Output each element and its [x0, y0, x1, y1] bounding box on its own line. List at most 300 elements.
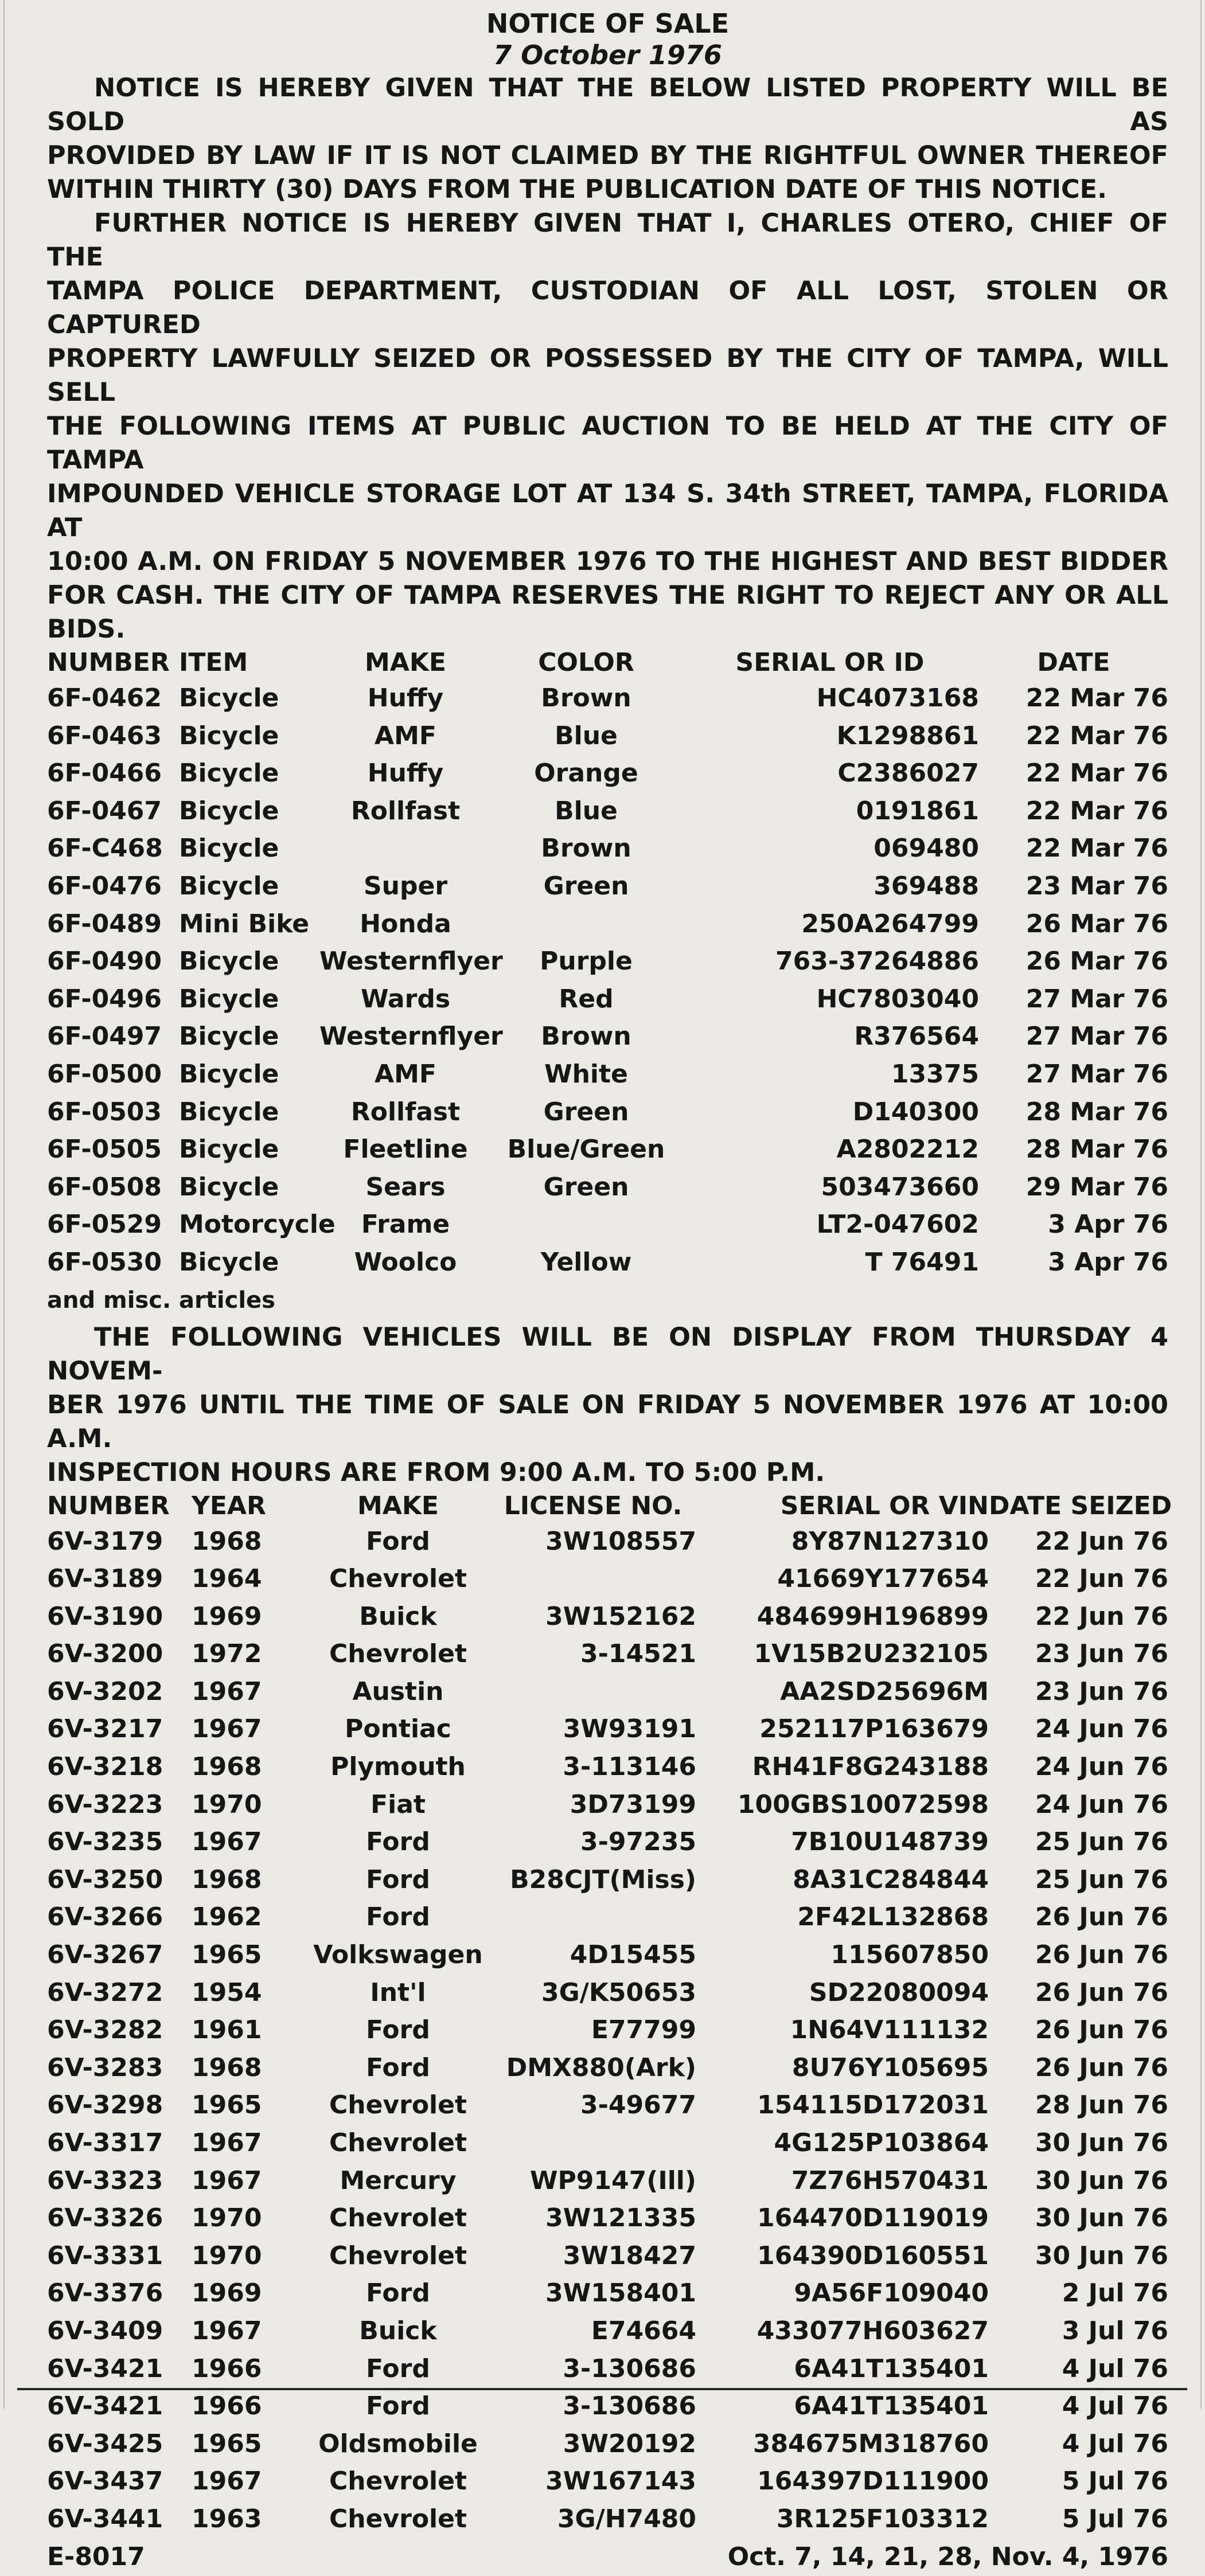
vehicle-number: 6V-3331: [47, 2241, 163, 2270]
notice-title: NOTICE OF SALE: [486, 8, 730, 39]
vehicle-year: 1967: [192, 1714, 262, 1744]
table-row: [47, 1898, 1168, 1936]
footer-publication-dates: Oct. 7, 14, 21, 28, Nov. 4, 1976: [727, 2542, 1168, 2571]
vehicle-year: 1967: [192, 2165, 262, 2195]
item-serial-header: SERIAL OR ID: [735, 648, 925, 677]
vehicle-make: Chevrolet: [329, 2090, 467, 2120]
vehicle-year: 1970: [192, 2203, 262, 2233]
item-type: Bicycle: [179, 759, 279, 788]
vehicle-year: 1969: [192, 1601, 262, 1631]
vehicle-make: Ford: [366, 2354, 430, 2383]
vehicle-number: 6V-3217: [47, 1714, 163, 1744]
item-make-header: MAKE: [365, 648, 446, 677]
vehicle-make-header: MAKE: [357, 1491, 439, 1520]
item-type: Bicycle: [179, 871, 279, 901]
vehicle-serial: 433077H603627: [756, 2316, 989, 2346]
item-date: 22 Mar 76: [1025, 796, 1168, 826]
vehicle-date-seized: 26 Jun 76: [1035, 1902, 1168, 1932]
item-date: 22 Mar 76: [1025, 683, 1168, 713]
vehicle-date-seized: 30 Jun 76: [1035, 2203, 1168, 2233]
vehicle-date-seized: 3 Jul 76: [1062, 2316, 1168, 2346]
vehicle-number: 6V-3376: [47, 2278, 163, 2308]
item-color: Brown: [541, 834, 631, 863]
item-make: Sears: [365, 1172, 446, 1202]
item-number: 6F-0462: [47, 683, 162, 713]
item-number: 6F-0489: [47, 909, 162, 939]
vehicle-make: Buick: [359, 1601, 437, 1631]
vehicle-serial: 9A56F109040: [794, 2278, 989, 2308]
paragraph-line: THE FOLLOWING ITEMS AT PUBLIC AUCTION TO BE HELD AT THE CITY OF TAMPA: [47, 412, 1168, 475]
table-row: [47, 717, 1168, 755]
vehicle-year: 1966: [192, 2354, 262, 2383]
item-number: 6F-0463: [47, 721, 162, 750]
vehicle-year: 1967: [192, 2128, 262, 2157]
paragraph-line: PROPERTY LAWFULLY SEIZED OR POSSESSED BY THE CITY OF TAMPA, WILL SELL: [47, 344, 1168, 407]
item-number: 6F-0508: [47, 1172, 162, 1202]
item-make: Frame: [361, 1210, 450, 1240]
item-type: Bicycle: [179, 984, 279, 1014]
table-row: [47, 1560, 1168, 1598]
vehicle-number: 6V-3189: [47, 1564, 163, 1594]
item-date: 28 Mar 76: [1025, 1097, 1168, 1127]
item-type: Bicycle: [179, 834, 279, 863]
table-row: [47, 1523, 1168, 1561]
vehicle-date-seized: 26 Jun 76: [1035, 2015, 1168, 2045]
table-row: [47, 792, 1168, 830]
vehicles-table: [47, 1490, 1172, 2538]
item-number: 6F-0530: [47, 1247, 162, 1277]
table-row: [47, 980, 1168, 1018]
vehicle-license-header: LICENSE NO.: [504, 1491, 683, 1520]
notice-paragraph-2: [47, 206, 1168, 646]
vehicle-license: 3D73199: [570, 1789, 696, 1819]
item-color: Green: [543, 1097, 629, 1127]
item-color: Green: [543, 1172, 629, 1202]
vehicle-serial: 100GBS10072598: [737, 1789, 989, 1819]
paragraph-line: FURTHER NOTICE IS HEREBY GIVEN THAT I, CHARLES OTERO, CHIEF OF THE: [47, 209, 1168, 272]
vehicle-number: 6V-3179: [47, 1526, 163, 1556]
table-row: [47, 1974, 1168, 2012]
item-number: 6F-0490: [47, 947, 162, 976]
item-color: Blue/Green: [507, 1135, 665, 1164]
item-serial: 369488: [873, 871, 979, 901]
vehicle-year: 1967: [192, 2466, 262, 2496]
vehicle-license: 3W20192: [563, 2429, 696, 2458]
item-make: Rollfast: [350, 1097, 461, 1127]
vehicle-serial: 1V15B2U232105: [754, 1639, 989, 1669]
item-color: Yellow: [540, 1247, 632, 1277]
item-date: 3 Apr 76: [1048, 1210, 1168, 1240]
item-date-header: DATE: [1037, 648, 1110, 677]
vehicle-license: 3W18427: [563, 2241, 696, 2270]
item-color: White: [544, 1059, 628, 1089]
item-serial: T 76491: [865, 1247, 979, 1277]
vehicle-serial: 8Y87N127310: [791, 1526, 989, 1556]
table-row: [47, 2124, 1168, 2162]
item-date: 3 Apr 76: [1048, 1247, 1168, 1277]
item-date: 22 Mar 76: [1025, 834, 1168, 863]
property-items-table: [47, 646, 1168, 1281]
vehicle-number: 6V-3317: [47, 2128, 163, 2157]
vehicle-license: 3-97235: [580, 1827, 696, 1857]
vehicle-date-seized: 25 Jun 76: [1035, 1864, 1168, 1894]
vehicle-year: 1968: [192, 1864, 262, 1894]
item-serial: 250A264799: [801, 909, 979, 939]
paragraph-line: FOR CASH. THE CITY OF TAMPA RESERVES THE RIGHT TO REJECT ANY OR ALL BIDS.: [47, 581, 1168, 644]
item-make: Wards: [360, 984, 451, 1014]
item-color: Blue: [555, 721, 618, 750]
item-make: AMF: [375, 721, 436, 750]
item-type: Bicycle: [179, 796, 279, 826]
vehicle-serial: 484699H196899: [756, 1601, 989, 1631]
vehicle-date-seized: 23 Jun 76: [1035, 1639, 1168, 1669]
vehicle-license: [490, 2124, 696, 2162]
item-make: Westernflyer: [319, 947, 503, 976]
table-row: [47, 830, 1168, 867]
vehicle-make: Chevrolet: [329, 2128, 467, 2157]
vehicle-make: Chevrolet: [329, 2241, 467, 2270]
item-number: 6F-0476: [47, 871, 162, 901]
vehicle-year: 1967: [192, 1676, 262, 1706]
item-color: [492, 1206, 681, 1244]
vehicle-date-seized: 22 Jun 76: [1035, 1601, 1168, 1631]
table-row: [47, 1635, 1168, 1673]
vehicle-license: 3-130686: [563, 2354, 696, 2383]
vehicle-license: [490, 1560, 696, 1598]
vehicle-number-header: NUMBER: [47, 1491, 170, 1520]
vehicle-license: 3-14521: [580, 1639, 696, 1669]
item-date: 27 Mar 76: [1025, 1059, 1168, 1089]
vehicle-make: Ford: [366, 2053, 430, 2082]
vehicle-year: 1972: [192, 1639, 262, 1669]
vehicle-year: 1965: [192, 1940, 262, 1970]
table-row: [47, 1598, 1168, 1636]
vehicle-year: 1954: [192, 1977, 262, 2007]
footer-code: E-8017: [47, 2542, 145, 2571]
vehicle-year: 1968: [192, 2053, 262, 2082]
vehicle-number: 6V-3190: [47, 1601, 163, 1631]
table-row: [47, 943, 1168, 980]
table-row: [47, 905, 1168, 943]
vehicle-serial: SD22080094: [809, 1977, 989, 2007]
vehicle-license: 3W121335: [545, 2203, 696, 2233]
item-color: [492, 905, 681, 943]
table-row: [47, 1748, 1168, 1786]
item-type: Bicycle: [179, 1059, 279, 1089]
vehicle-year-header: YEAR: [192, 1491, 266, 1520]
vehicle-make: Ford: [366, 2278, 430, 2308]
vehicle-make: Ford: [366, 1864, 430, 1894]
vehicle-number: 6V-3323: [47, 2165, 163, 2195]
table-row: [47, 1936, 1168, 1974]
vehicle-year: 1963: [192, 2504, 262, 2534]
item-type: Bicycle: [179, 1135, 279, 1164]
paragraph-line: THE FOLLOWING VEHICLES WILL BE ON DISPLAY FROM THURSDAY 4 NOVEM-: [47, 1322, 1168, 1386]
vehicle-make: Ford: [366, 2015, 430, 2045]
item-serial: LT2-047602: [816, 1210, 979, 1240]
vehicle-serial: 2F42L132868: [797, 1902, 989, 1932]
vehicle-serial: 6A41T135401: [794, 2391, 989, 2421]
vehicle-number: 6V-3326: [47, 2203, 163, 2233]
vehicle-license: 3W93191: [563, 1714, 696, 1744]
vehicle-date-seized: 5 Jul 76: [1062, 2466, 1168, 2496]
vehicle-number: 6V-3421: [47, 2391, 163, 2421]
item-serial: C2386027: [837, 759, 979, 788]
item-type: Bicycle: [179, 1247, 279, 1277]
table-row: [47, 2425, 1168, 2463]
vehicle-year: 1968: [192, 1526, 262, 1556]
paragraph-line: IMPOUNDED VEHICLE STORAGE LOT AT 134 S. 34th STREET, TAMPA, FLORIDA AT: [47, 479, 1168, 542]
vehicle-serial: 6A41T135401: [794, 2354, 989, 2383]
vehicle-year: 1965: [192, 2090, 262, 2120]
vehicle-license: WP9147(Ill): [530, 2165, 696, 2195]
vehicle-date-seized: 24 Jun 76: [1035, 1752, 1168, 1782]
vehicle-number: 6V-3218: [47, 1752, 163, 1782]
item-number: 6F-0505: [47, 1135, 162, 1164]
paragraph-line: PROVIDED BY LAW IF IT IS NOT CLAIMED BY THE RIGHTFUL OWNER THEREOF: [47, 141, 1168, 170]
vehicle-date-seized: 24 Jun 76: [1035, 1714, 1168, 1744]
vehicle-serial: 384675M318760: [752, 2429, 989, 2458]
vehicle-license: 3W167143: [545, 2466, 696, 2496]
vehicle-date-seized: 23 Jun 76: [1035, 1676, 1168, 1706]
item-color: Purple: [540, 947, 633, 976]
item-number: 6F-0466: [47, 759, 162, 788]
vehicle-serial: 7Z76H570431: [791, 2165, 989, 2195]
vehicle-number: 6V-3223: [47, 1789, 163, 1819]
vehicle-make: Volkswagen: [313, 1940, 483, 1970]
vehicle-make: Mercury: [340, 2165, 457, 2195]
vehicle-license: 3W108557: [545, 1526, 696, 1556]
table-row: [47, 2086, 1168, 2124]
table-row: [47, 1131, 1168, 1168]
vehicle-serial: 8U76Y105695: [791, 2053, 989, 2082]
item-number: 6F-0503: [47, 1097, 162, 1127]
vehicle-make: Ford: [366, 2391, 430, 2421]
vehicle-number: 6V-3266: [47, 1902, 163, 1932]
vehicle-number: 6V-3202: [47, 1676, 163, 1706]
item-color: Brown: [541, 683, 631, 713]
vehicle-year: 1962: [192, 1902, 262, 1932]
item-serial: 0191861: [856, 796, 979, 826]
vehicle-serial: 3R125F103312: [776, 2504, 989, 2534]
vehicle-serial: RH41F8G243188: [752, 1752, 989, 1782]
item-type: Bicycle: [179, 683, 279, 713]
table-row: [47, 867, 1168, 905]
vehicle-number: 6V-3200: [47, 1639, 163, 1669]
item-make: Huffy: [367, 683, 444, 713]
item-make: Westernflyer: [319, 1022, 503, 1051]
table-row: [47, 2312, 1168, 2350]
vehicle-license: E77799: [591, 2015, 696, 2045]
vehicle-make: Pontiac: [345, 1714, 451, 1744]
table-row: [47, 1244, 1168, 1281]
table-row: [47, 2199, 1168, 2237]
vehicle-date-seized: 4 Jul 76: [1062, 2391, 1168, 2421]
table-row: [47, 2162, 1168, 2200]
vehicle-make: Chevrolet: [329, 2466, 467, 2496]
item-make: Woolco: [354, 1247, 457, 1277]
vehicle-number: 6V-3267: [47, 1940, 163, 1970]
vehicle-date-seized: 5 Jul 76: [1062, 2504, 1168, 2534]
vehicle-license: B28CJT(Miss): [510, 1864, 696, 1894]
item-type: Bicycle: [179, 1097, 279, 1127]
vehicle-number: 6V-3421: [47, 2354, 163, 2383]
item-serial: 069480: [873, 834, 979, 863]
vehicle-license: 3G/H7480: [557, 2504, 696, 2534]
vehicle-make: Chevrolet: [329, 1639, 467, 1669]
vehicle-make: Int'l: [370, 1977, 426, 2007]
table-row: [47, 755, 1168, 792]
table-row: [47, 1206, 1168, 1244]
vehicle-serial: 154115D172031: [757, 2090, 989, 2120]
vehicle-number: 6V-3441: [47, 2504, 163, 2534]
item-serial: HC4073168: [816, 683, 979, 713]
notice-footer: [47, 2538, 1168, 2576]
table-header-row: [47, 1490, 1168, 1523]
bottom-rule: [17, 2388, 1187, 2390]
item-number: 6F-0467: [47, 796, 162, 826]
vehicle-serial: 7B10U148739: [791, 1827, 989, 1857]
vehicle-year: 1967: [192, 1827, 262, 1857]
vehicle-serial: 41669Y177654: [777, 1564, 989, 1594]
table-row: [47, 2274, 1168, 2312]
vehicle-number: 6V-3425: [47, 2429, 163, 2458]
vehicle-year: 1968: [192, 1752, 262, 1782]
vehicle-number: 6V-3235: [47, 1827, 163, 1857]
vehicle-serial: 164470D119019: [757, 2203, 989, 2233]
vehicle-serial-header: SERIAL OR VIN: [780, 1491, 989, 1520]
item-make: Super: [363, 871, 448, 901]
item-make: Honda: [360, 909, 451, 939]
item-color: Red: [559, 984, 614, 1014]
vehicle-make: Oldsmobile: [318, 2429, 478, 2458]
table-row: [47, 2500, 1168, 2538]
vehicle-serial: 1N64V111132: [790, 2015, 989, 2045]
item-type: Mini Bike: [179, 909, 310, 939]
item-serial: 13375: [891, 1059, 979, 1089]
vehicle-license: 3W158401: [545, 2278, 696, 2308]
vehicle-make: Austin: [352, 1676, 444, 1706]
item-type: Bicycle: [179, 721, 279, 750]
paragraph-line: TAMPA POLICE DEPARTMENT, CUSTODIAN OF ALL LOST, STOLEN OR CAPTURED: [47, 276, 1168, 339]
item-number: 6F-0529: [47, 1210, 162, 1240]
right-column-edge: [1200, 0, 1202, 2409]
notice-date: 7 October 1976: [493, 40, 722, 71]
vehicle-year: 1966: [192, 2391, 262, 2421]
vehicle-license: 3G/K50653: [541, 1977, 696, 2007]
vehicle-date-seized: 26 Jun 76: [1035, 1940, 1168, 1970]
vehicle-make: Chevrolet: [329, 2203, 467, 2233]
item-number-header: NUMBER: [47, 648, 170, 677]
item-date: 29 Mar 76: [1025, 1172, 1168, 1202]
vehicle-make: Ford: [366, 1526, 430, 1556]
vehicle-number: 6V-3283: [47, 2053, 163, 2082]
item-serial: 503473660: [821, 1172, 979, 1202]
vehicle-license: 3-113146: [563, 1752, 696, 1782]
table-row: [47, 1168, 1168, 1206]
item-type: Bicycle: [179, 1022, 279, 1051]
vehicle-make: Fiat: [371, 1789, 426, 1819]
table-row: [47, 2350, 1168, 2388]
vehicle-license: [490, 1673, 696, 1711]
item-number: 6F-0500: [47, 1059, 162, 1089]
vehicle-number: 6V-3272: [47, 1977, 163, 2007]
vehicle-date-seized: 2 Jul 76: [1062, 2278, 1168, 2308]
table-row: [47, 1823, 1168, 1861]
vehicle-year: 1969: [192, 2278, 262, 2308]
paragraph-line: BER 1976 UNTIL THE TIME OF SALE ON FRIDAY 5 NOVEMBER 1976 AT 10:00 A.M.: [47, 1390, 1168, 1453]
vehicle-date-seized: 25 Jun 76: [1035, 1827, 1168, 1857]
item-color: Blue: [555, 796, 618, 826]
item-color: Green: [543, 871, 629, 901]
misc-articles-note: and misc. articles: [47, 1287, 275, 1314]
item-type: Motorcycle: [179, 1210, 336, 1240]
item-serial: 763-37264886: [775, 947, 979, 976]
item-date: 23 Mar 76: [1025, 871, 1168, 901]
item-serial: HC7803040: [816, 984, 979, 1014]
item-type-header: ITEM: [179, 648, 248, 677]
vehicle-serial: AA2SD25696M: [780, 1676, 989, 1706]
vehicle-serial: 115607850: [830, 1940, 989, 1970]
table-header-row: [47, 646, 1168, 679]
item-type: Bicycle: [179, 947, 279, 976]
vehicle-number: 6V-3298: [47, 2090, 163, 2120]
item-date: 22 Mar 76: [1025, 721, 1168, 750]
vehicle-license: 4D15455: [570, 1940, 696, 1970]
vehicle-license: 3-130686: [563, 2391, 696, 2421]
table-row: [47, 1093, 1168, 1131]
vehicle-date-seized: 4 Jul 76: [1062, 2429, 1168, 2458]
vehicle-license: DMX880(Ark): [506, 2053, 696, 2082]
vehicle-year: 1961: [192, 2015, 262, 2045]
paragraph-line: INSPECTION HOURS ARE FROM 9:00 A.M. TO 5:00 P.M.: [47, 1457, 825, 1487]
item-make: Fleetline: [343, 1135, 468, 1164]
vehicle-year: 1965: [192, 2429, 262, 2458]
vehicle-date-seized: 22 Jun 76: [1035, 1526, 1168, 1556]
item-make: [319, 830, 492, 867]
vehicle-number: 6V-3409: [47, 2316, 163, 2346]
vehicle-serial: 4G125P103864: [774, 2128, 989, 2157]
vehicle-license: 3-49677: [580, 2090, 696, 2120]
table-row: [47, 1710, 1168, 1748]
vehicle-serial: 164390D160551: [757, 2241, 989, 2270]
vehicle-license: 3W152162: [545, 1601, 696, 1631]
item-color-header: COLOR: [538, 648, 634, 677]
vehicle-serial: 8A31C284844: [793, 1864, 989, 1894]
vehicle-make: Chevrolet: [329, 2504, 467, 2534]
vehicle-license: [490, 1898, 696, 1936]
item-serial: A2802212: [836, 1135, 979, 1164]
vehicle-make: Chevrolet: [329, 1564, 467, 1594]
table-row: [47, 1673, 1168, 1711]
item-date: 28 Mar 76: [1025, 1135, 1168, 1164]
vehicle-date-seized: 26 Jun 76: [1035, 1977, 1168, 2007]
vehicle-make: Buick: [359, 2316, 437, 2346]
table-row: [47, 1056, 1168, 1093]
item-serial: R376564: [854, 1022, 979, 1051]
paragraph-line: WITHIN THIRTY (30) DAYS FROM THE PUBLICATION DATE OF THIS NOTICE.: [47, 175, 1107, 204]
vehicle-date-seized: 24 Jun 76: [1035, 1789, 1168, 1819]
table-row: [47, 679, 1168, 717]
table-row: [47, 1786, 1168, 1824]
notice-paragraph-3: [47, 1320, 1168, 1490]
item-date: 26 Mar 76: [1025, 909, 1168, 939]
vehicle-number: 6V-3250: [47, 1864, 163, 1894]
item-date: 22 Mar 76: [1025, 759, 1168, 788]
notice-column: [47, 0, 1172, 2576]
table-row: [47, 2387, 1168, 2425]
vehicle-date-seized: 26 Jun 76: [1035, 2053, 1168, 2082]
